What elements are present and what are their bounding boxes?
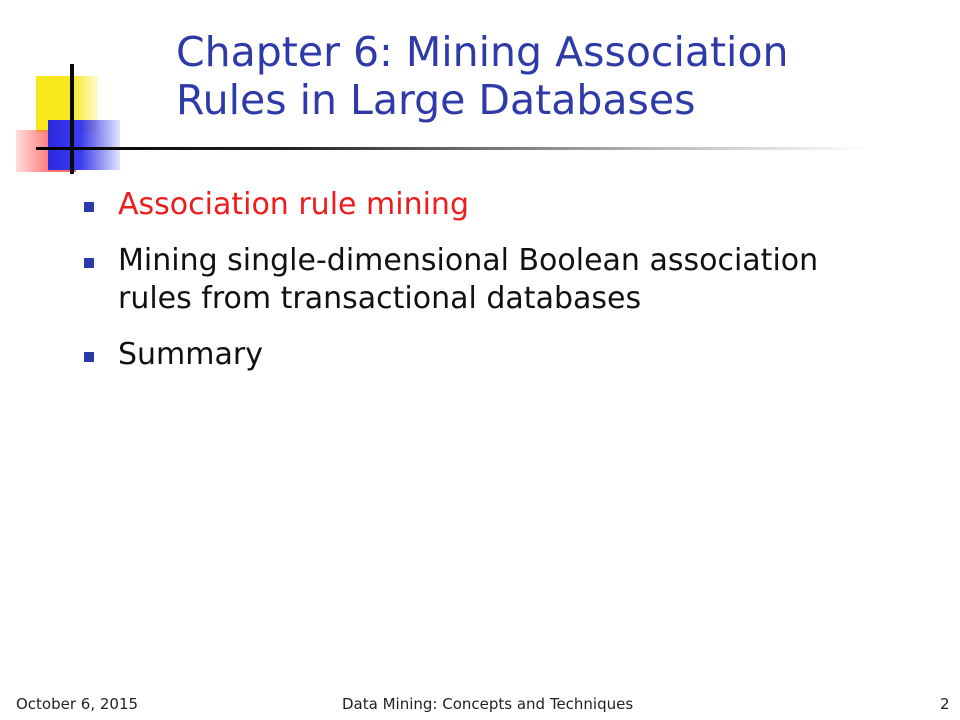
- bullet-list: [84, 186, 904, 392]
- bullet-item: [84, 242, 904, 318]
- bullet-square-icon: [84, 352, 94, 362]
- page-number: 2: [940, 695, 950, 713]
- bullet-square-icon: [84, 202, 94, 212]
- bullet-item: [84, 336, 904, 374]
- footer-title: Data Mining: Concepts and Techniques: [342, 695, 634, 713]
- slide-title-line-2: Rules in Large Databases: [176, 76, 696, 124]
- slide-title-line-1: Chapter 6: Mining Association: [176, 28, 789, 76]
- footer-date: October 6, 2015: [16, 695, 139, 713]
- logo-blue-square: [48, 120, 120, 170]
- bullet-text: Association rule mining: [118, 187, 469, 222]
- bullet-text: Summary: [118, 337, 263, 372]
- bullet-item: [84, 186, 904, 224]
- bullet-square-icon: [84, 258, 94, 268]
- bullet-text: rules from transactional databases: [118, 281, 642, 316]
- logo-vertical-line: [70, 64, 74, 174]
- slide-title: [176, 28, 896, 124]
- bullet-text: Mining single-dimensional Boolean association: [118, 243, 819, 278]
- title-underline: [36, 147, 870, 150]
